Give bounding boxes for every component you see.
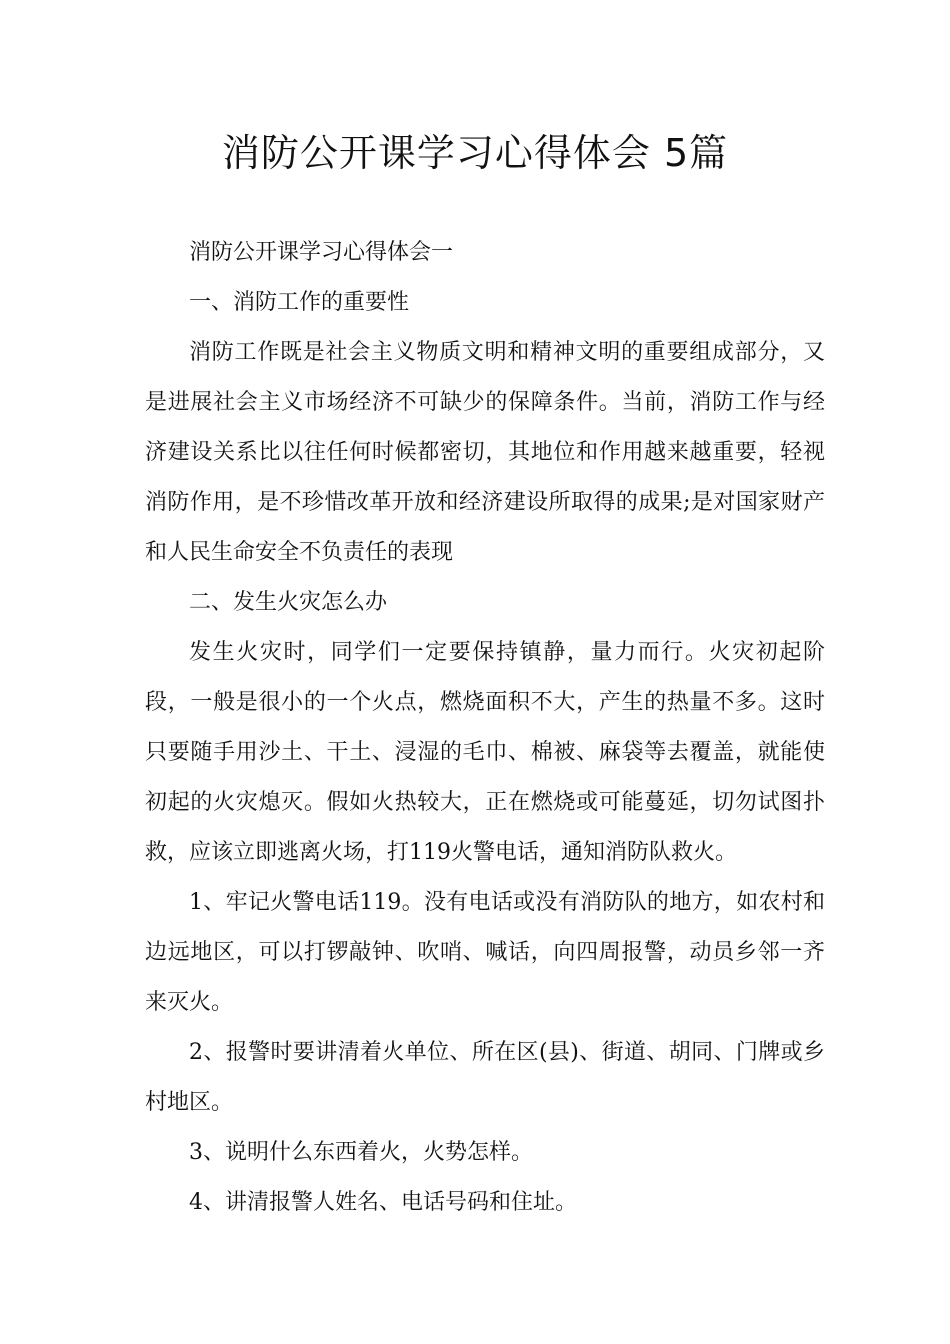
body-paragraph: 发生火灾时，同学们一定要保持镇静，量力而行。火灾初起阶段，一般是很小的一个火点，燃烧面积不大，产生的热量不多。这时只要随手用沙土、干土、浸湿的毛巾、棉被、麻袋等去覆盖，就能使初起的火灾熄灭。假如火热较大，正在燃烧或可能蔓延，切勿试图扑救，应该立即逃离火场，打119火警电话，通知消防队救火。	[145, 640, 825, 865]
list-item: 4、讲清报警人姓名、电话号码和住址。	[189, 1190, 577, 1215]
subsection-heading: 一、消防工作的重要性	[189, 290, 410, 315]
list-item: 3、说明什么东西着火，火势怎样。	[189, 1140, 533, 1165]
document-title: 消防公开课学习心得体会 5篇	[221, 131, 729, 175]
list-item: 2、报警时要讲清着火单位、所在区(县)、街道、胡同、门牌或乡村地区。	[145, 1040, 825, 1115]
section-heading: 消防公开课学习心得体会一	[189, 240, 454, 265]
document-body	[145, 228, 825, 1228]
subsection-heading: 二、发生火灾怎么办	[189, 590, 388, 615]
list-item: 1、牢记火警电话119。没有电话或没有消防队的地方，如农村和边远地区，可以打锣敲钟、吹哨、喊话，向四周报警，动员乡邻一齐来灭火。	[145, 890, 825, 1015]
body-paragraph: 消防工作既是社会主义物质文明和精神文明的重要组成部分，又是进展社会主义市场经济不可缺少的保障条件。当前，消防工作与经济建设关系比以往任何时候都密切，其地位和作用越来越重要，轻视消防作用，是不珍惜改革开放和经济建设所取得的成果;是对国家财产和人民生命安全不负责任的表现	[145, 340, 825, 565]
